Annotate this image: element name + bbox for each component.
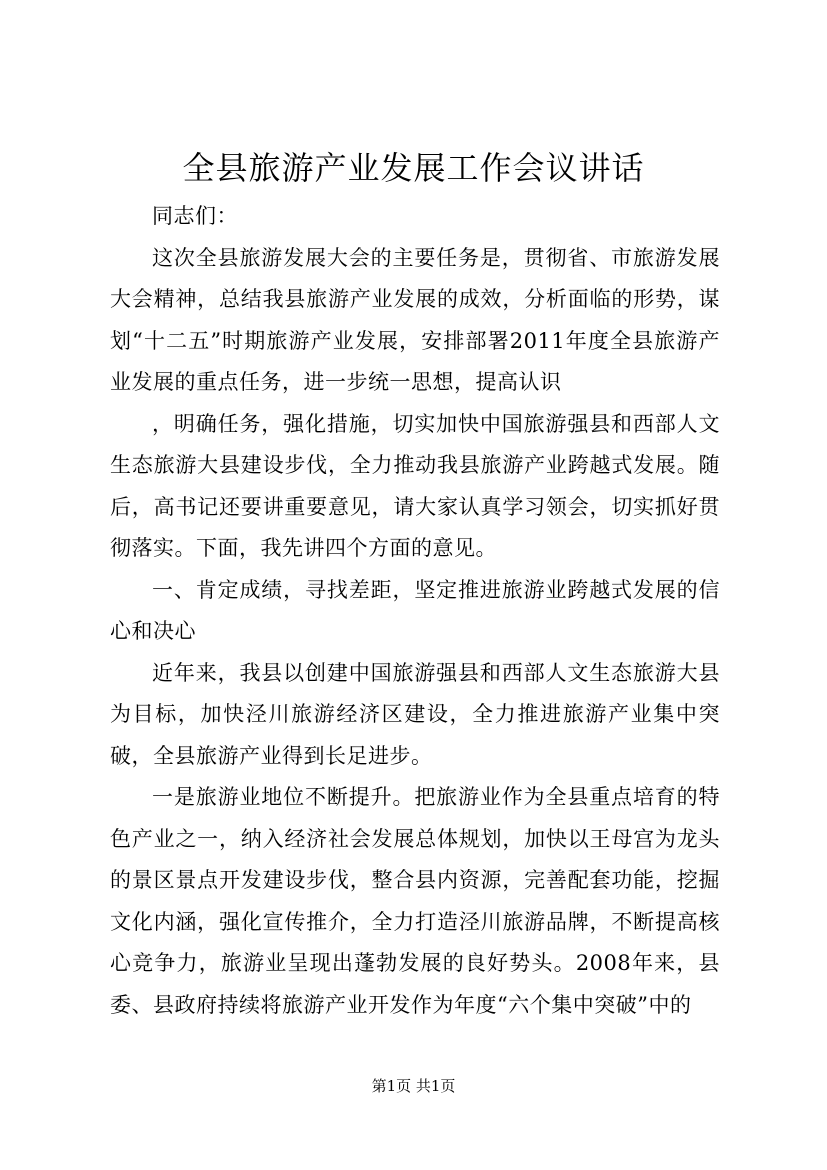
greeting-paragraph: 同志们： bbox=[152, 204, 238, 228]
intro-paragraph: 这次全县旅游发展大会的主要任务是，贯彻省、市旅游发展大会精神，总结我县旅游产业发展的成效，分析面临的形势，谋划“十二五”时期旅游产业发展，安排部署2011年度全县旅游产业发展的重点任务，进一步统一思想，提高认识 bbox=[110, 245, 720, 394]
section-heading: 一、肯定成绩，寻找差距，坚定推进旅游业跨越式发展的信心和决心 bbox=[110, 577, 720, 643]
page-footer: 第1页 共1页 bbox=[371, 1077, 456, 1095]
document-title: 全县旅游产业发展工作会议讲话 bbox=[182, 149, 645, 187]
achievements-paragraph: 近年来，我县以创建中国旅游强县和西部人文生态旅游大县为目标，加快泾川旅游经济区建设，全力推进旅游产业集中突破，全县旅游产业得到长足进步。 bbox=[110, 660, 720, 768]
point-one-paragraph: 一是旅游业地位不断提升。把旅游业作为全县重点培育的特色产业之一，纳入经济社会发展总体规划，加快以王母宫为龙头的景区景点开发建设步伐，整合县内资源，完善配套功能，挖掘文化内涵，强化宣传推介，全力打造泾川旅游品牌，不断提高核心竞争力，旅游业呈现出蓬勃发展的良好势头。2008年来，县委、县政府持续将旅游产业开发作为年度“六个集中突破”中的 bbox=[110, 785, 720, 1017]
intro-continuation-paragraph: ，明确任务，强化措施，切实加快中国旅游强县和西部人文生态旅游大县建设步伐，全力推动我县旅游产业跨越式发展。随后，高书记还要讲重要意见，请大家认真学习领会，切实抓好贯彻落实。下面，我先讲四个方面的意见。 bbox=[110, 411, 720, 560]
document-body bbox=[110, 196, 720, 1026]
